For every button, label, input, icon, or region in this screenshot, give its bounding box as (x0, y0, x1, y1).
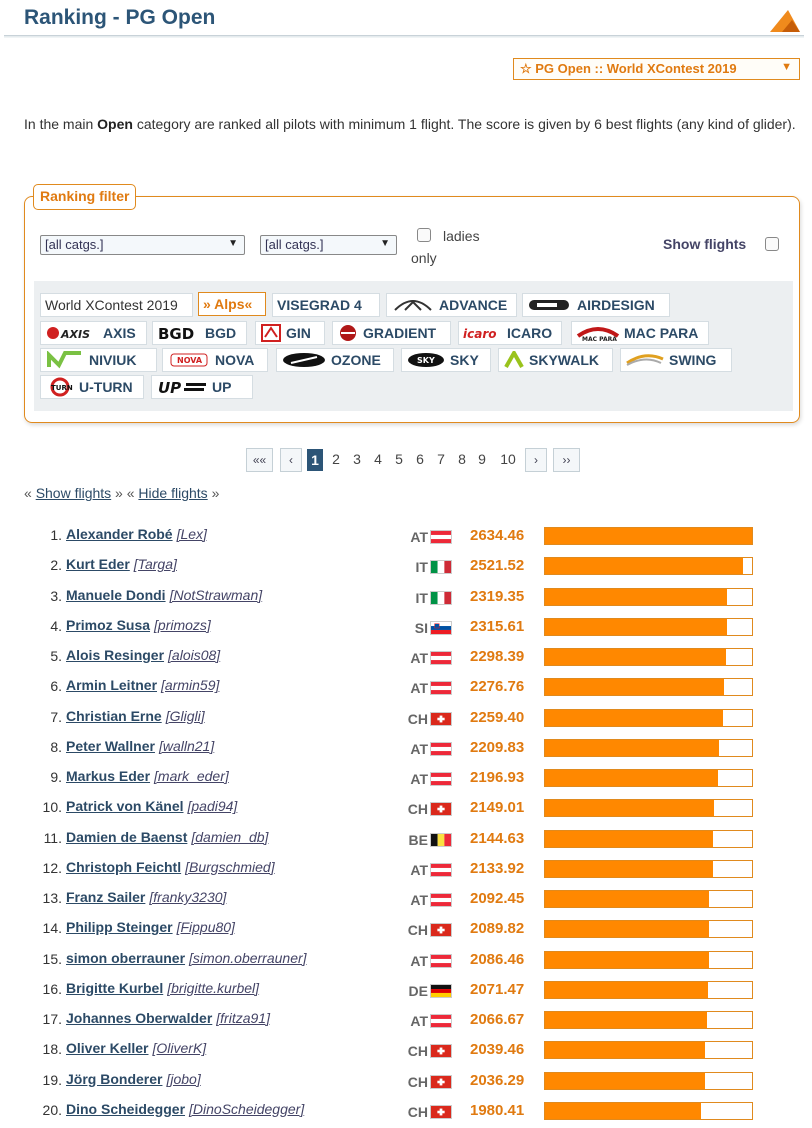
ranking-row (0, 1066, 812, 1096)
brand-up[interactable]: UP UP (151, 375, 253, 399)
pilot-nickname-link[interactable]: [OliverK] (152, 1040, 207, 1057)
score-bar-fill (545, 831, 713, 847)
pilot-nickname-link[interactable]: [NotStrawman] (169, 586, 263, 603)
ladies-only-checkbox[interactable] (417, 228, 431, 242)
country-code: AT (410, 892, 428, 908)
country-flag-icon (430, 984, 452, 998)
brand-gradient[interactable]: GRADIENT (332, 321, 451, 345)
pilot-cell (66, 647, 220, 663)
country-flag-icon (430, 651, 452, 665)
rank-number: 5. (50, 648, 62, 664)
ranking-row (0, 733, 812, 763)
score-bar (544, 981, 753, 999)
header-divider (4, 35, 804, 38)
show-flights-link[interactable]: Show flights (35, 485, 112, 501)
score-value: 2259.40 (470, 708, 525, 726)
pilot-nickname-link[interactable]: [Burgschmied] (185, 858, 275, 875)
pilot-nickname-link[interactable]: [armin59] (161, 677, 220, 694)
pilot-name-link[interactable]: Alexander Robé (66, 526, 173, 542)
score-bar (544, 1011, 753, 1029)
country-flag-icon (430, 772, 452, 786)
pilot-name-link[interactable]: Armin Leitner (66, 677, 158, 694)
rank-number: 9. (50, 769, 62, 785)
score-value: 2209.83 (470, 738, 525, 756)
bgd-logo-icon (157, 325, 201, 341)
score-value: 2149.01 (470, 799, 525, 817)
score-bar (544, 588, 753, 606)
ranking-row (0, 884, 812, 914)
pilot-cell (66, 677, 219, 693)
pilot-nickname-link[interactable]: [Lex] (176, 526, 207, 542)
hide-flights-link[interactable]: Hide flights (138, 485, 208, 501)
score-value: 2036.29 (470, 1071, 525, 1089)
category-select-1-value: [all catgs.] (45, 237, 104, 252)
pilot-cell (66, 738, 214, 754)
score-bar-fill (545, 861, 713, 877)
brand-u-turn[interactable]: TURN U-TURN (40, 375, 144, 399)
pilot-cell (66, 1040, 206, 1056)
country-code: CH (407, 801, 428, 818)
pilot-nickname-link[interactable]: [DinoScheidegger] (189, 1100, 305, 1117)
ranking-row (0, 975, 812, 1005)
country-code: AT (410, 740, 428, 757)
rank-number: 8. (50, 738, 62, 755)
pilot-nickname-link[interactable]: [franky3230] (149, 889, 227, 905)
score-value: 2521.52 (470, 557, 525, 575)
brand-sky[interactable]: SKY SKY (401, 348, 491, 372)
rank-number: 1. (50, 527, 62, 543)
pilot-nickname-link[interactable]: [mark_eder] (154, 768, 229, 784)
ranking-row (0, 582, 812, 612)
rank-number: 20. (42, 1101, 62, 1118)
xcontest-logo-icon[interactable] (768, 8, 802, 34)
score-bar-fill (545, 770, 718, 786)
score-bar (544, 951, 753, 969)
brand-ozone[interactable]: OZONE (276, 348, 394, 372)
dropdown-arrow-icon: ▼ (380, 238, 390, 249)
ranking-row (0, 551, 812, 581)
country-flag-icon (430, 560, 452, 574)
page-header (0, 0, 812, 42)
score-value: 2066.67 (470, 1011, 525, 1028)
brand-gin[interactable]: GIN (255, 321, 325, 345)
country-flag-icon (430, 1075, 452, 1089)
next-page-button[interactable]: › (525, 448, 547, 472)
dropdown-arrow-icon: ▼ (781, 61, 792, 73)
country-code: AT (410, 529, 428, 545)
country-flag-icon (430, 530, 452, 544)
first-page-button[interactable]: «« (246, 448, 273, 472)
pilot-cell (66, 980, 259, 996)
brand-visegrad-4[interactable]: VISEGRAD 4 (272, 293, 380, 317)
country-flag-icon (430, 802, 452, 816)
score-bar-fill (545, 921, 709, 937)
brand-world-xcontest[interactable]: World XContest 2019 (40, 293, 193, 317)
pilot-name-link[interactable]: Christoph Feichtl (66, 858, 182, 875)
pilot-nickname-link[interactable]: [Targa] (133, 556, 177, 573)
country-code: AT (410, 952, 428, 969)
score-bar (544, 527, 753, 545)
country-flag-icon (430, 954, 452, 968)
pilot-cell (66, 556, 177, 572)
category-select-2[interactable] (260, 235, 397, 255)
score-bar-fill (545, 952, 709, 968)
axis-logo-icon (45, 325, 99, 341)
ladies-label: ladies (443, 228, 480, 244)
pilot-nickname-link[interactable]: [Gligli] (165, 707, 205, 724)
score-bar (544, 830, 753, 848)
ranking-row (0, 612, 812, 642)
rank-number: 18. (42, 1041, 62, 1058)
brand-airdesign[interactable]: AIRDESIGN (522, 293, 670, 317)
score-bar (544, 1041, 753, 1059)
rank-number: 12. (42, 859, 62, 876)
contest-select[interactable] (513, 58, 800, 80)
pilot-cell (66, 919, 235, 935)
score-bar-fill (545, 800, 714, 816)
airdesign-logo-icon (527, 296, 573, 314)
ranking-row (0, 945, 812, 975)
pilot-cell (66, 526, 207, 542)
svg-text:AXIS: AXIS (61, 328, 91, 341)
pilot-nickname-link[interactable]: [fritza91] (216, 1010, 270, 1026)
pilot-name-link[interactable]: Alois Resinger (66, 647, 165, 663)
ranking-row (0, 521, 812, 551)
country-code: BE (408, 831, 428, 848)
score-bar (544, 739, 753, 757)
ranking-row (0, 1035, 812, 1065)
rank-number: 14. (42, 920, 62, 937)
country-flag-icon (430, 863, 452, 877)
ranking-row (0, 672, 812, 702)
u-turn-logo-icon (45, 377, 75, 397)
skywalk-logo-icon (503, 351, 525, 369)
rank-number: 19. (42, 1071, 62, 1088)
country-flag-icon (430, 923, 452, 937)
score-bar (544, 769, 753, 787)
score-bar-fill (545, 710, 723, 726)
dropdown-arrow-icon: ▼ (228, 238, 238, 249)
brand-icaro[interactable]: icaro ICARO (458, 321, 562, 345)
swing-logo-icon (625, 351, 665, 369)
country-code: CH (407, 1073, 428, 1090)
score-bar-fill (545, 740, 719, 756)
pilot-cell (66, 708, 205, 724)
score-bar-fill (545, 558, 743, 574)
svg-text:icaro: icaro (463, 327, 497, 341)
svg-text:SKY: SKY (417, 356, 435, 365)
score-bar (544, 618, 753, 636)
country-flag-icon (430, 681, 452, 695)
pilot-name-link[interactable]: Oliver Keller (66, 1040, 149, 1057)
last-page-button[interactable]: ›› (553, 448, 580, 472)
rank-number: 16. (42, 980, 62, 997)
score-bar-fill (545, 589, 727, 605)
country-code: IT (415, 589, 428, 606)
nova-logo-icon (167, 352, 211, 368)
current-page: 1 (307, 449, 323, 471)
score-bar-fill (545, 679, 724, 695)
svg-text:NOVA: NOVA (177, 356, 203, 365)
pilot-nickname-link[interactable]: [walln21] (158, 737, 215, 754)
score-value: 2298.39 (470, 648, 525, 665)
brand-niviuk[interactable]: NIVIUK (40, 348, 157, 372)
score-bar (544, 860, 753, 878)
score-value: 2315.61 (470, 617, 525, 635)
pilot-cell (66, 1101, 304, 1117)
ozone-logo-icon (281, 351, 327, 369)
country-code: AT (410, 861, 428, 878)
mac-para-logo-icon (576, 324, 620, 342)
niviuk-logo-icon (45, 351, 85, 369)
score-bar-fill (545, 982, 708, 998)
score-value: 2276.76 (470, 678, 525, 696)
score-value: 1980.41 (470, 1101, 525, 1119)
pilot-nickname-link[interactable]: [jobo] (166, 1070, 201, 1087)
pilot-name-link[interactable]: Manuele Dondi (66, 586, 166, 603)
pilot-nickname-link[interactable]: [padi94] (187, 798, 238, 815)
country-flag-icon (430, 1105, 452, 1119)
ranking-row (0, 914, 812, 944)
pilot-cell (66, 587, 262, 603)
country-code: AT (410, 771, 428, 787)
country-flag-icon (430, 893, 452, 907)
pilot-name-link[interactable]: Patrick von Känel (66, 798, 184, 815)
score-value: 2196.93 (470, 769, 525, 786)
country-flag-icon (430, 1014, 452, 1028)
brand-alps[interactable]: » Alps« (198, 292, 266, 316)
score-bar-fill (545, 649, 726, 665)
score-bar-fill (545, 1073, 705, 1089)
pilot-name-link[interactable]: Johannes Oberwalder (66, 1010, 213, 1026)
category-select-1[interactable] (40, 235, 245, 255)
country-code: CH (407, 710, 428, 727)
rank-number: 13. (42, 890, 62, 906)
pilot-name-link[interactable]: Primoz Susa (66, 616, 151, 633)
contest-select-label: ☆ PG Open :: World XContest 2019 (520, 61, 737, 76)
pilot-cell (66, 889, 226, 905)
country-flag-icon (430, 621, 452, 635)
score-bar (544, 678, 753, 696)
score-bar (544, 920, 753, 938)
gradient-logo-icon (337, 323, 359, 343)
category-select-2-value: [all catgs.] (265, 237, 324, 252)
flight-toggle-links: « Show flights » « Hide flights » (24, 485, 220, 501)
ranking-row (0, 1096, 812, 1126)
pilot-name-link[interactable]: Markus Eder (66, 768, 151, 784)
page-link[interactable]: 2 (332, 451, 340, 467)
country-flag-icon (430, 742, 452, 756)
pilot-cell (66, 859, 275, 875)
sky-logo-icon (406, 351, 446, 369)
ranking-filter-legend: Ranking filter (33, 184, 136, 210)
page-title: Ranking - PG Open (24, 6, 216, 29)
country-code: AT (410, 650, 428, 666)
brand-nova[interactable]: NOVA NOVA (162, 348, 268, 372)
category-name: Open (97, 116, 133, 132)
page-link[interactable]: 5 (395, 451, 403, 467)
score-value: 2086.46 (470, 950, 525, 968)
ranking-row (0, 1005, 812, 1035)
svg-text:UP: UP (158, 379, 182, 395)
score-bar (544, 799, 753, 817)
score-bar-fill (545, 528, 752, 544)
country-code: DE (408, 982, 428, 999)
country-flag-icon (430, 591, 452, 605)
pilot-cell (66, 950, 307, 966)
pilot-nickname-link[interactable]: [damien_db] (191, 828, 269, 845)
prev-page-button[interactable]: ‹ (280, 448, 302, 472)
rank-number: 3. (50, 587, 62, 604)
page-link[interactable]: 3 (353, 451, 361, 467)
brand-bgd[interactable]: BGD BGD (152, 321, 247, 345)
score-value: 2634.46 (470, 527, 525, 544)
pilot-cell (66, 829, 268, 845)
score-value: 2144.63 (470, 829, 525, 847)
page-link[interactable]: 8 (458, 451, 466, 467)
pilot-name-link[interactable]: Peter Wallner (66, 737, 155, 754)
rank-number: 15. (42, 950, 62, 967)
pilot-nickname-link[interactable]: [brigitte.kurbel] (167, 979, 260, 996)
page-link[interactable]: 4 (374, 451, 382, 467)
score-bar (544, 709, 753, 727)
ranking-row (0, 824, 812, 854)
country-code: CH (407, 922, 428, 939)
country-flag-icon (430, 1044, 452, 1058)
page-link[interactable]: 6 (416, 451, 424, 467)
pilot-cell (66, 768, 229, 784)
score-bar (544, 648, 753, 666)
rank-number: 10. (42, 799, 62, 816)
score-bar (544, 557, 753, 575)
country-code: CH (407, 1103, 428, 1120)
show-flights-label: Show flights (663, 236, 747, 252)
score-value: 2071.47 (470, 980, 525, 998)
pilot-name-link[interactable]: Jörg Bonderer (66, 1070, 163, 1087)
score-bar-fill (545, 1103, 701, 1119)
pilot-cell (66, 798, 237, 814)
svg-text:BGD: BGD (158, 325, 195, 341)
icaro-logo-icon (463, 325, 503, 341)
pilot-name-link[interactable]: Dino Scheidegger (66, 1100, 186, 1117)
ranking-row (0, 763, 812, 793)
advance-logo-icon (391, 296, 435, 314)
score-value: 2089.82 (470, 920, 525, 938)
pilot-nickname-link[interactable]: [simon.oberrauner] (189, 949, 307, 966)
brand-mac-para[interactable]: MAC PARA MAC PARA (571, 321, 709, 345)
brand-advance[interactable]: ADVANCE (386, 293, 517, 317)
country-code: IT (415, 559, 428, 576)
rank-number: 11. (43, 829, 62, 846)
pilot-name-link[interactable]: Brigitte Kurbel (66, 979, 164, 996)
pilot-cell (66, 617, 211, 633)
score-bar (544, 1102, 753, 1120)
brand-skywalk[interactable]: SKYWALK (498, 348, 613, 372)
score-bar-fill (545, 619, 727, 635)
rank-number: 4. (50, 617, 62, 634)
country-code: CH (407, 1043, 428, 1060)
country-flag-icon (430, 712, 452, 726)
rank-number: 7. (50, 708, 62, 725)
pilot-name-link[interactable]: Christian Erne (66, 707, 162, 724)
ranking-row (0, 703, 812, 733)
gin-logo-icon (260, 323, 282, 343)
brand-swing[interactable]: SWING (620, 348, 732, 372)
pilot-name-link[interactable]: Damien de Baenst (66, 828, 188, 845)
show-flights-checkbox[interactable] (765, 237, 779, 251)
pagination (0, 448, 812, 472)
pilot-name-link[interactable]: Franz Sailer (66, 889, 146, 905)
country-flag-icon (430, 833, 452, 847)
brand-axis[interactable]: AXIS AXIS (40, 321, 147, 345)
ranking-row (0, 793, 812, 823)
svg-text:MAC PARA: MAC PARA (582, 336, 617, 342)
score-bar-fill (545, 1012, 707, 1028)
country-code: AT (410, 680, 428, 697)
pilot-name-link[interactable]: Kurt Eder (66, 556, 130, 573)
rank-number: 6. (50, 678, 62, 695)
pilot-name-link[interactable]: simon oberrauner (66, 949, 186, 966)
score-bar-fill (545, 891, 709, 907)
page-link[interactable]: 7 (437, 451, 445, 467)
up-logo-icon (156, 379, 208, 395)
pilot-cell (66, 1071, 201, 1087)
pilot-nickname-link[interactable]: [Fippu80] (176, 919, 235, 936)
ranking-row (0, 854, 812, 884)
score-value: 2319.35 (470, 587, 525, 605)
score-bar (544, 890, 753, 908)
rank-number: 2. (50, 557, 62, 574)
country-code: AT (410, 1013, 428, 1029)
country-code: SI (414, 619, 428, 636)
pilot-nickname-link[interactable]: [alois08] (168, 647, 221, 663)
pilot-name-link[interactable]: Philipp Steinger (66, 919, 173, 936)
page-link[interactable]: 9 (478, 451, 486, 467)
rank-number: 17. (42, 1011, 62, 1027)
only-label: only (411, 250, 437, 266)
category-description: In the main Open category are ranked all pilots with minimum 1 flight. The score is given by 6 best flights (any kind of glider). (24, 116, 796, 132)
ranking-row (0, 642, 812, 672)
score-value: 2133.92 (470, 859, 525, 877)
score-bar-fill (545, 1042, 705, 1058)
page-link[interactable]: 10 (500, 451, 516, 467)
pilot-cell (66, 1010, 270, 1026)
score-bar (544, 1072, 753, 1090)
score-value: 2092.45 (470, 890, 525, 907)
score-value: 2039.46 (470, 1041, 525, 1059)
pilot-nickname-link[interactable]: [primozs] (154, 616, 211, 633)
svg-text:TURN: TURN (51, 384, 73, 392)
